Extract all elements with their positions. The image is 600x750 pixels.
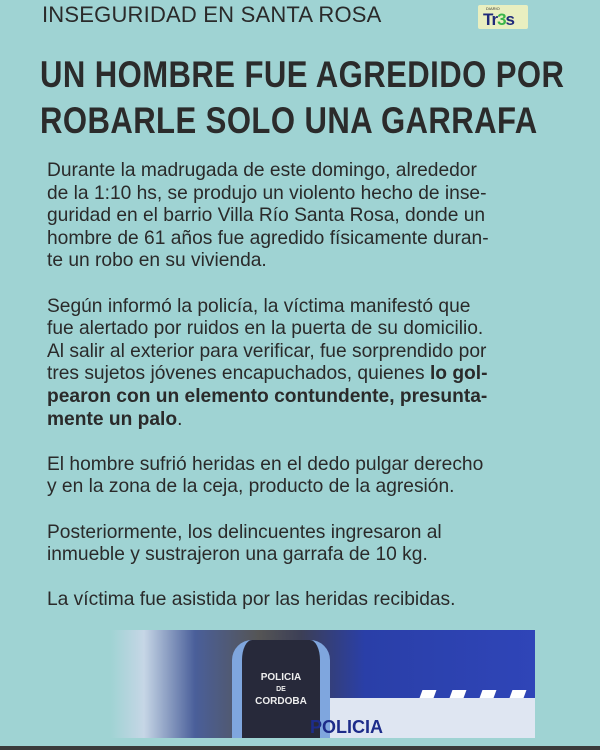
diario-tr3s-logo xyxy=(478,5,528,29)
paragraph xyxy=(47,522,489,567)
text-line: Al salir al exterior para verificar, fue sorprendido por xyxy=(47,340,487,362)
headline-line: UN HOMBRE FUE AGREDIDO POR xyxy=(40,54,565,95)
truck-text: POLICIA xyxy=(310,717,384,737)
text-line: inmueble y sustrajeron una garrafa de 10 kg. xyxy=(47,544,428,566)
text-line: de la 1:10 hs, se produjo un violento hecho de inse- xyxy=(47,182,487,204)
truck-stripe xyxy=(420,690,437,698)
text-line: tres sujetos jóvenes encapuchados, quienes lo gol- xyxy=(47,363,488,385)
text-line: hombre de 61 años fue agredido físicamente duran- xyxy=(47,227,489,249)
text-line: Posteriormente, los delincuentes ingresaron al xyxy=(47,521,442,543)
text-line: y en la zona de la ceja, producto de la agresión. xyxy=(47,476,455,498)
paragraph xyxy=(47,160,489,273)
paragraph xyxy=(47,589,489,612)
logo-small-text: DIARIO xyxy=(486,6,500,11)
truck-stripe xyxy=(510,690,527,698)
article-body xyxy=(47,160,489,634)
text-line: El hombre sufrió heridas en el dedo pulgar derecho xyxy=(47,453,484,475)
vest-text: POLICIA DE CORDOBA xyxy=(255,672,307,707)
divider xyxy=(0,746,600,750)
text-line: guridad en el barrio Villa Río Santa Rosa, donde un xyxy=(47,205,486,227)
text-line: La víctima fue asistida por las heridas recibidas. xyxy=(47,589,456,611)
section-title: INSEGURIDAD EN SANTA ROSA xyxy=(42,2,382,27)
text-line: fue alertado por ruidos en la puerta de su domicilio. xyxy=(47,318,484,340)
text-line: pearon con un elemento contundente, presunta- xyxy=(47,385,488,407)
truck-stripe xyxy=(450,690,467,698)
text-line: Según informó la policía, la víctima manifestó que xyxy=(47,295,471,317)
text-line: te un robo en su vivienda. xyxy=(47,250,267,272)
truck-stripe xyxy=(480,690,497,698)
police-photo xyxy=(110,630,535,738)
logo-text: Tr3s xyxy=(483,10,514,29)
paragraph xyxy=(47,296,489,432)
text-line: mente un palo. xyxy=(47,408,183,430)
paragraph xyxy=(47,454,489,499)
headline-line: ROBARLE SOLO UNA GARRAFA xyxy=(40,100,538,141)
text-line: Durante la madrugada de este domingo, alrededor xyxy=(47,160,477,181)
headline xyxy=(40,52,564,144)
